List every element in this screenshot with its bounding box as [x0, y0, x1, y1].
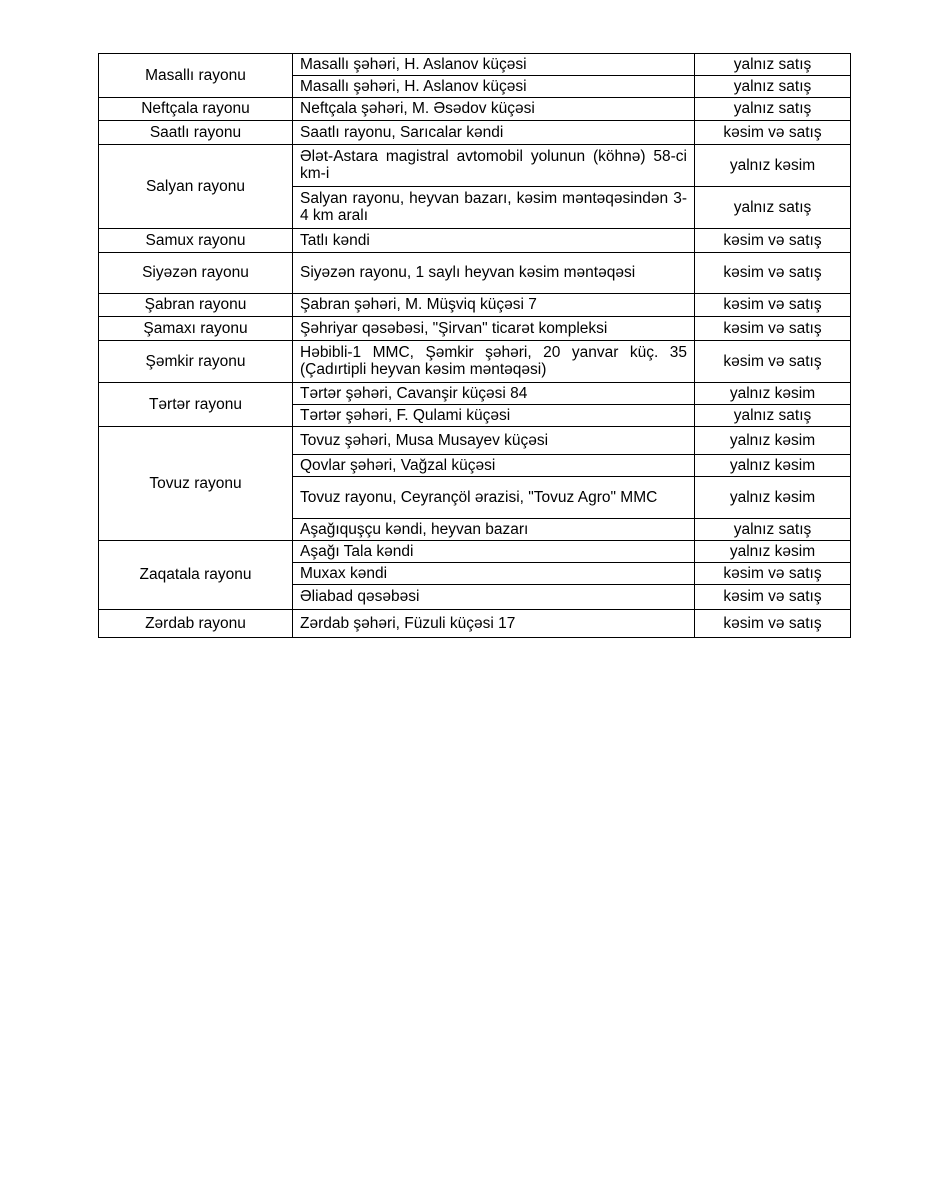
table-row: [99, 229, 851, 253]
address-cell: Salyan rayonu, heyvan bazarı, kəsim məntəqəsindən 3-4 km aralı: [293, 187, 695, 229]
address-cell: Şabran şəhəri, M. Müşviq küçəsi 7: [293, 294, 695, 317]
type-cell: kəsim və satış: [695, 121, 851, 145]
region-cell: Şamaxı rayonu: [99, 317, 293, 341]
table-row: [99, 54, 851, 76]
table-row: [99, 98, 851, 121]
table-row: [99, 427, 851, 455]
type-cell: yalnız satış: [695, 519, 851, 541]
address-cell: Qovlar şəhəri, Vağzal küçəsi: [293, 455, 695, 477]
type-cell: yalnız kəsim: [695, 477, 851, 519]
region-cell: Şabran rayonu: [99, 294, 293, 317]
type-cell: kəsim və satış: [695, 253, 851, 294]
address-cell: Aşağıquşçu kəndi, heyvan bazarı: [293, 519, 695, 541]
type-cell: yalnız satış: [695, 405, 851, 427]
region-cell: Zaqatala rayonu: [99, 541, 293, 610]
address-cell: Saatlı rayonu, Sarıcalar kəndi: [293, 121, 695, 145]
type-cell: yalnız kəsim: [695, 145, 851, 187]
type-cell: kəsim və satış: [695, 585, 851, 610]
address-cell: Əliabad qəsəbəsi: [293, 585, 695, 610]
region-cell: Şəmkir rayonu: [99, 341, 293, 383]
type-cell: yalnız satış: [695, 76, 851, 98]
table-row: [99, 541, 851, 563]
address-cell: Siyəzən rayonu, 1 saylı heyvan kəsim məntəqəsi: [293, 253, 695, 294]
address-cell: Tovuz rayonu, Ceyrançöl ərazisi, "Tovuz Agro" MMC: [293, 477, 695, 519]
type-cell: kəsim və satış: [695, 341, 851, 383]
table-row: [99, 145, 851, 187]
type-cell: kəsim və satış: [695, 610, 851, 638]
type-cell: kəsim və satış: [695, 563, 851, 585]
address-cell: Masallı şəhəri, H. Aslanov küçəsi: [293, 54, 695, 76]
address-cell: Neftçala şəhəri, M. Əsədov küçəsi: [293, 98, 695, 121]
region-cell: Siyəzən rayonu: [99, 253, 293, 294]
table-row: [99, 253, 851, 294]
region-cell: Neftçala rayonu: [99, 98, 293, 121]
region-cell: Tovuz rayonu: [99, 427, 293, 541]
type-cell: yalnız kəsim: [695, 383, 851, 405]
table-row: [99, 610, 851, 638]
address-cell: Ələt-Astara magistral avtomobil yolunun (köhnə) 58-ci km-i: [293, 145, 695, 187]
table-row: [99, 317, 851, 341]
region-cell: Samux rayonu: [99, 229, 293, 253]
region-cell: Tərtər rayonu: [99, 383, 293, 427]
type-cell: yalnız satış: [695, 98, 851, 121]
address-cell: Masallı şəhəri, H. Aslanov küçəsi: [293, 76, 695, 98]
locations-table: [98, 53, 851, 638]
address-cell: Aşağı Tala kəndi: [293, 541, 695, 563]
address-cell: Muxax kəndi: [293, 563, 695, 585]
type-cell: yalnız satış: [695, 54, 851, 76]
address-cell: Tərtər şəhəri, F. Qulami küçəsi: [293, 405, 695, 427]
table-row: [99, 294, 851, 317]
type-cell: yalnız satış: [695, 187, 851, 229]
region-cell: Saatlı rayonu: [99, 121, 293, 145]
region-cell: Salyan rayonu: [99, 145, 293, 229]
address-cell: Şəhriyar qəsəbəsi, "Şirvan" ticarət kompleksi: [293, 317, 695, 341]
address-cell: Tovuz şəhəri, Musa Musayev küçəsi: [293, 427, 695, 455]
table-row: [99, 383, 851, 405]
table-row: [99, 341, 851, 383]
region-cell: Zərdab rayonu: [99, 610, 293, 638]
table-row: [99, 121, 851, 145]
region-cell: Masallı rayonu: [99, 54, 293, 98]
locations-table-body: [99, 54, 851, 638]
type-cell: kəsim və satış: [695, 229, 851, 253]
type-cell: kəsim və satış: [695, 294, 851, 317]
address-cell: Həbibli-1 MMC, Şəmkir şəhəri, 20 yanvar küç. 35 (Çadırtipli heyvan kəsim məntəqəsi): [293, 341, 695, 383]
type-cell: yalnız kəsim: [695, 455, 851, 477]
type-cell: kəsim və satış: [695, 317, 851, 341]
type-cell: yalnız kəsim: [695, 427, 851, 455]
type-cell: yalnız kəsim: [695, 541, 851, 563]
address-cell: Zərdab şəhəri, Füzuli küçəsi 17: [293, 610, 695, 638]
address-cell: Tərtər şəhəri, Cavanşir küçəsi 84: [293, 383, 695, 405]
address-cell: Tatlı kəndi: [293, 229, 695, 253]
